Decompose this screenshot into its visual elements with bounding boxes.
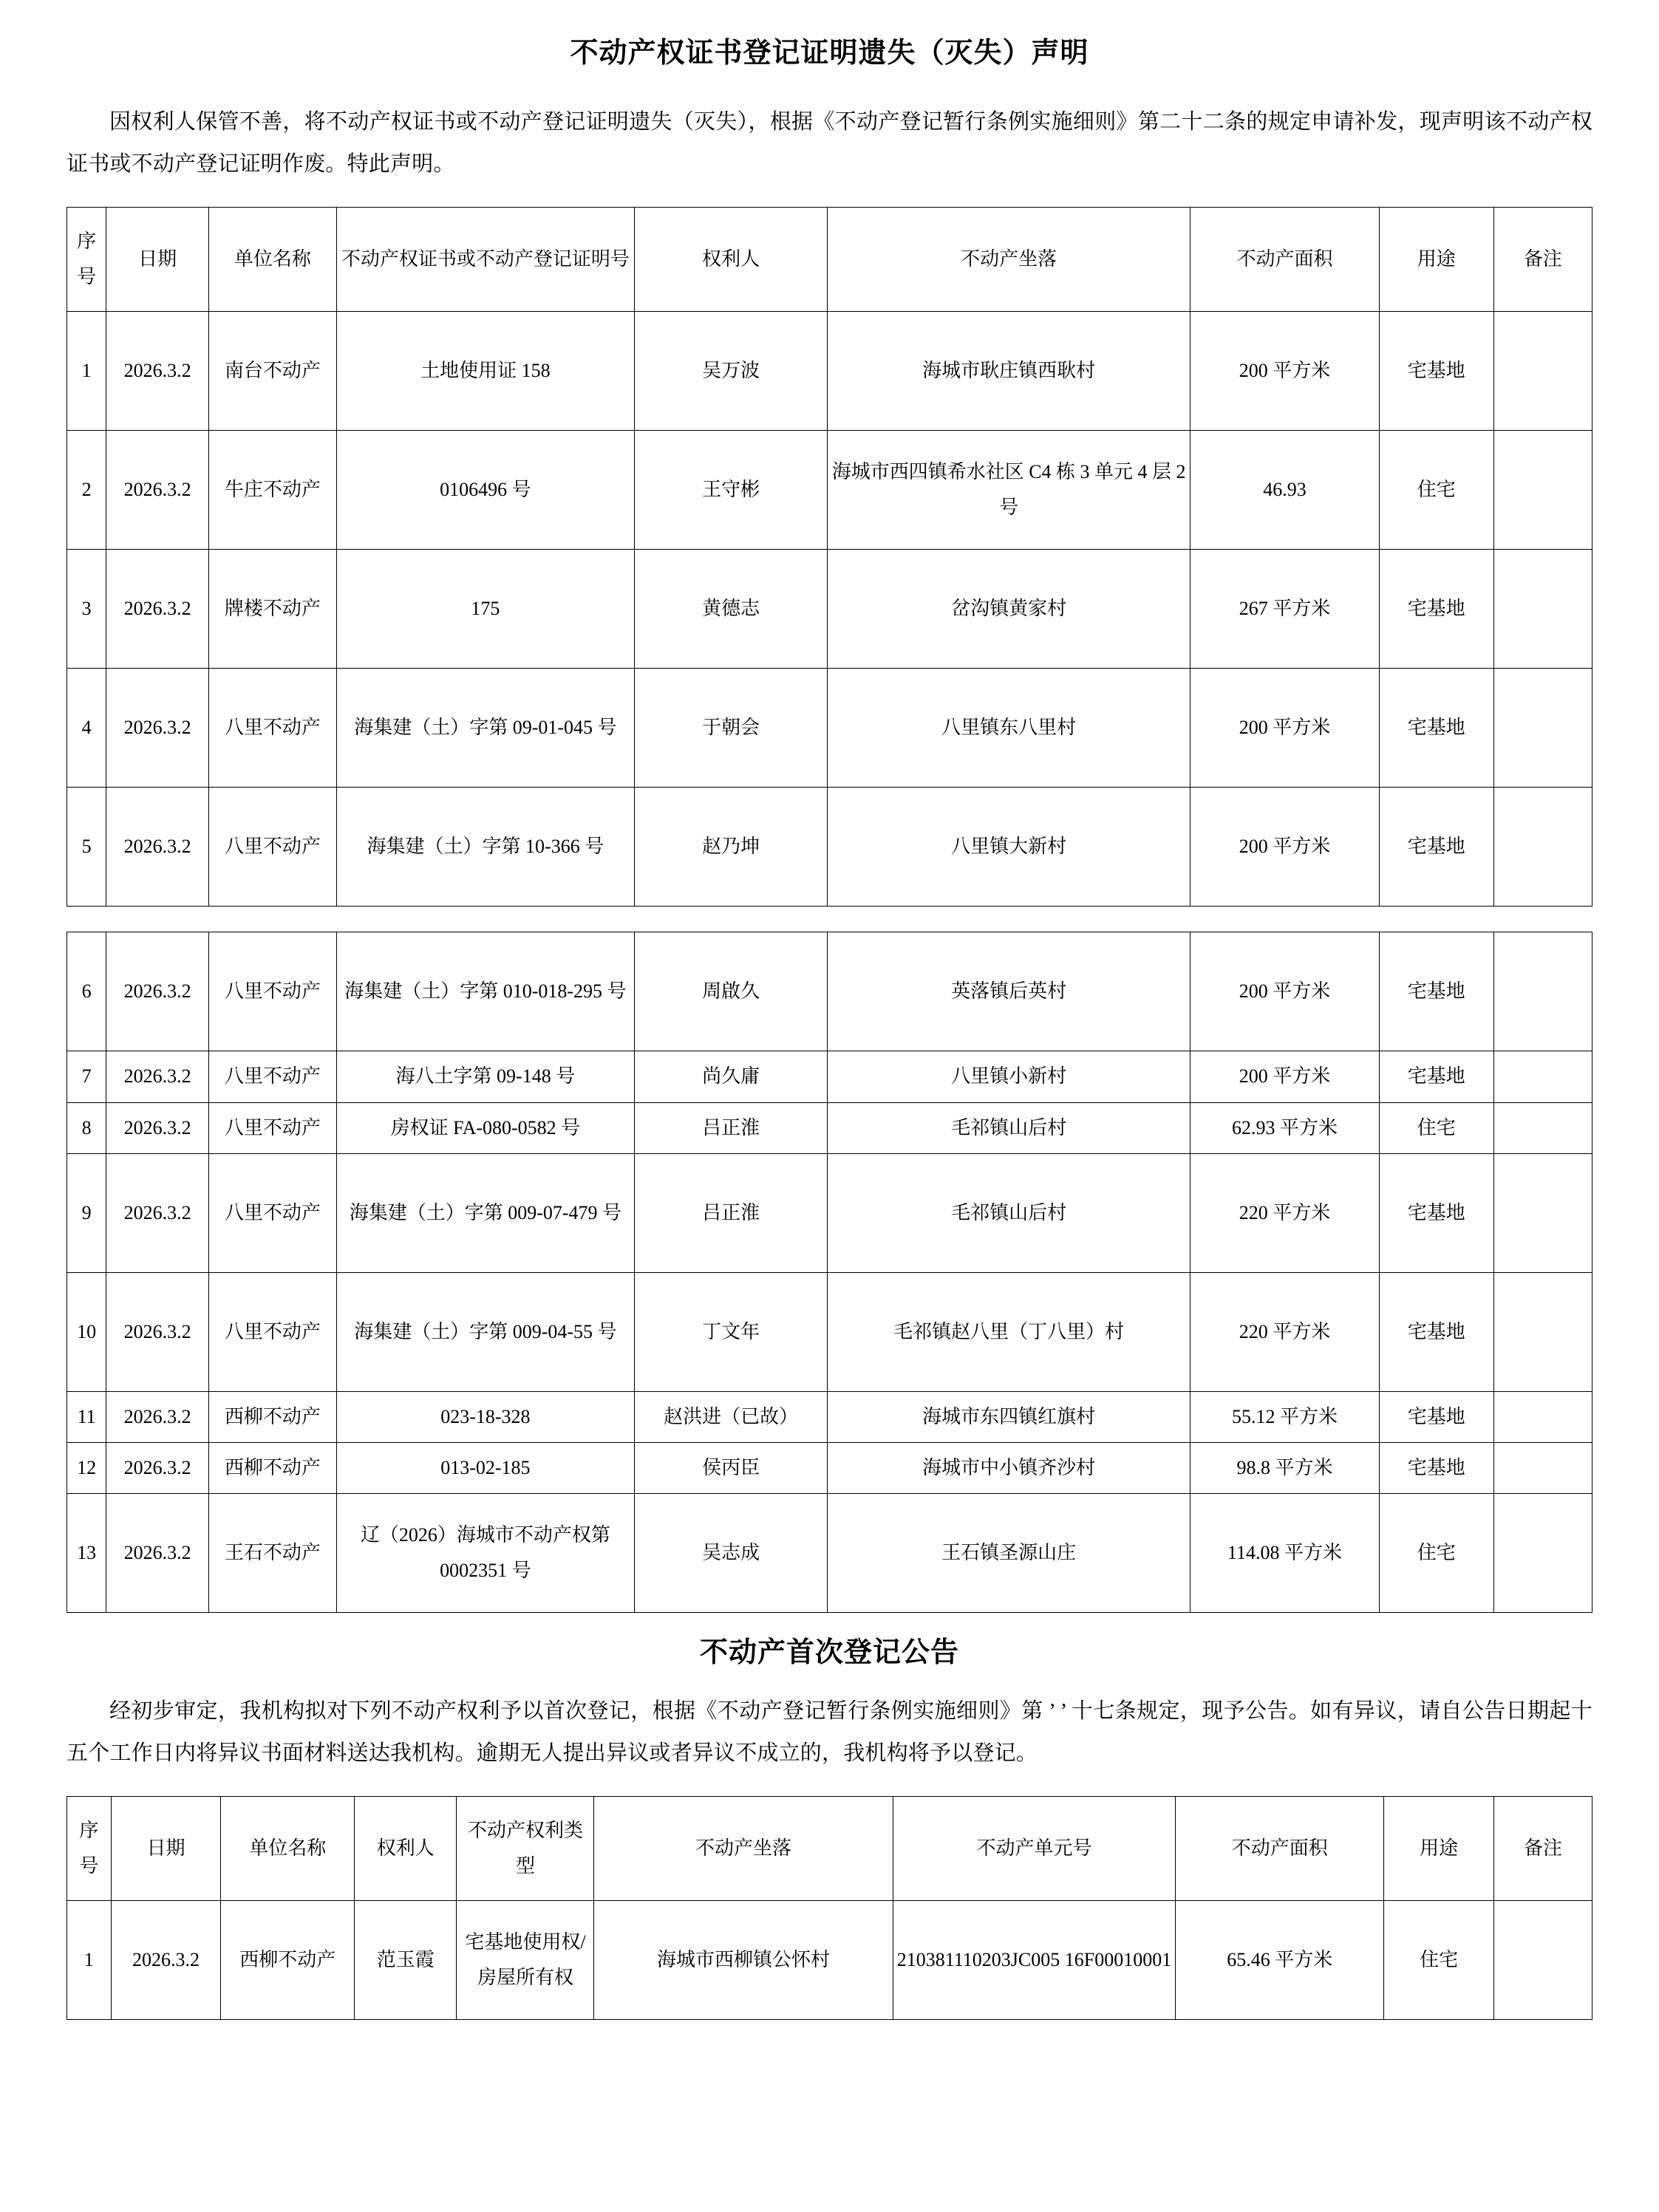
cell-unit: 八里不动产 (208, 1102, 336, 1153)
cell-index: 5 (67, 788, 106, 907)
table-row (67, 1051, 1592, 1102)
cell-area: 46.93 (1190, 431, 1379, 550)
cell-index: 1 (67, 312, 106, 431)
cell-area: 55.12 平方米 (1190, 1391, 1379, 1442)
cell-cert: 海集建（土）字第 010-018-295 号 (336, 932, 634, 1051)
col-header-note: 备注 (1493, 208, 1592, 312)
cell-cert: 房权证 FA-080-0582 号 (336, 1102, 634, 1153)
cell-use: 宅基地 (1379, 932, 1493, 1051)
cell-cell-no: 210381110203JC005 16F00010001 (893, 1901, 1176, 2020)
cell-cert: 海集建（土）字第 09-01-045 号 (336, 669, 634, 788)
cell-location: 海城市西柳镇公怀村 (594, 1901, 893, 2020)
col-header-location: 不动产坐落 (594, 1797, 893, 1901)
cell-use: 宅基地 (1379, 1442, 1493, 1493)
cell-area: 114.08 平方米 (1190, 1493, 1379, 1612)
col-header-index: 序号 (67, 208, 106, 312)
first-registration-paragraph: 经初步审定，我机构拟对下列不动产权利予以首次登记，根据《不动产登记暂行条例实施细则》第 ’ ’ 十七条规定，现予公告。如有异议，请自公告日期起十五个工作日内将异议书面材料送达我机构。逾期无人提出异议或者异议不成立的，我机构将予以登记。 (67, 1699, 1592, 1765)
cell-location: 海城市耿庄镇西耿村 (828, 312, 1190, 431)
cell-note (1493, 1391, 1592, 1442)
cell-unit: 西柳不动产 (208, 1391, 336, 1442)
col-header-unit: 单位名称 (208, 208, 336, 312)
cell-owner: 侯丙臣 (634, 1442, 827, 1493)
cell-area: 200 平方米 (1190, 669, 1379, 788)
cell-owner: 范玉霞 (355, 1901, 457, 2020)
cell-owner: 黄德志 (634, 550, 827, 669)
table-row (67, 431, 1592, 550)
cell-use: 宅基地 (1379, 1153, 1493, 1272)
cell-area: 200 平方米 (1190, 932, 1379, 1051)
cell-use: 住宅 (1379, 1102, 1493, 1153)
cell-area: 62.93 平方米 (1190, 1102, 1379, 1153)
cell-location: 毛祁镇赵八里（丁八里）村 (828, 1272, 1190, 1391)
cell-location: 毛祁镇山后村 (828, 1153, 1190, 1272)
cell-area: 200 平方米 (1190, 312, 1379, 431)
cell-unit: 八里不动产 (208, 1272, 336, 1391)
cell-owner: 赵乃坤 (634, 788, 827, 907)
loss-declaration-table-part1 (67, 207, 1592, 907)
col-header-note: 备注 (1494, 1797, 1592, 1901)
table-row (67, 788, 1592, 907)
cell-use: 住宅 (1379, 431, 1493, 550)
cell-location: 海城市中小镇齐沙村 (828, 1442, 1190, 1493)
cell-unit: 八里不动产 (208, 932, 336, 1051)
cell-index: 8 (67, 1102, 106, 1153)
cell-location: 王石镇圣源山庄 (828, 1493, 1190, 1612)
cell-owner: 王守彬 (634, 431, 827, 550)
page-bottom-spacer (67, 2020, 1592, 2033)
cell-index: 13 (67, 1493, 106, 1612)
cell-cert: 013-02-185 (336, 1442, 634, 1493)
cell-date: 2026.3.2 (106, 550, 209, 669)
table-header-row (67, 1797, 1592, 1901)
cell-note (1493, 669, 1592, 788)
table-header-row (67, 208, 1592, 312)
cell-note (1493, 550, 1592, 669)
cell-note (1493, 788, 1592, 907)
cell-unit: 西柳不动产 (221, 1901, 355, 2020)
cell-note (1494, 1901, 1592, 2020)
first-registration-title: 不动产首次登记公告 (699, 1636, 959, 1668)
cell-cert: 海集建（土）字第 009-04-55 号 (336, 1272, 634, 1391)
cell-note (1493, 1153, 1592, 1272)
cell-area: 220 平方米 (1190, 1272, 1379, 1391)
cell-owner: 吕正淮 (634, 1102, 827, 1153)
cell-index: 2 (67, 431, 106, 550)
cell-location: 八里镇东八里村 (828, 669, 1190, 788)
cell-unit: 西柳不动产 (208, 1442, 336, 1493)
cell-owner: 吴志成 (634, 1493, 827, 1612)
cell-note (1493, 1493, 1592, 1612)
cell-date: 2026.3.2 (111, 1901, 221, 2020)
cell-cert: 023-18-328 (336, 1391, 634, 1442)
col-header-area: 不动产面积 (1176, 1797, 1384, 1901)
first-registration-table (67, 1796, 1592, 2020)
cell-use: 宅基地 (1379, 1272, 1493, 1391)
cell-cert: 海集建（土）字第 10-366 号 (336, 788, 634, 907)
cell-date: 2026.3.2 (106, 1051, 209, 1102)
cell-use: 宅基地 (1379, 1391, 1493, 1442)
table-row (67, 669, 1592, 788)
col-header-unit: 单位名称 (221, 1797, 355, 1901)
cell-index: 3 (67, 550, 106, 669)
cell-index: 6 (67, 932, 106, 1051)
cell-owner: 吴万波 (634, 312, 827, 431)
cell-owner: 周啟久 (634, 932, 827, 1051)
cell-index: 4 (67, 669, 106, 788)
cell-use: 宅基地 (1379, 1051, 1493, 1102)
cell-note (1493, 312, 1592, 431)
cell-note (1493, 1051, 1592, 1102)
cell-cert: 海八土字第 09-148 号 (336, 1051, 634, 1102)
col-header-owner: 权利人 (355, 1797, 457, 1901)
cell-owner: 吕正淮 (634, 1153, 827, 1272)
cell-area: 267 平方米 (1190, 550, 1379, 669)
table-row (67, 1391, 1592, 1442)
cell-cert: 土地使用证 158 (336, 312, 634, 431)
cell-location: 海城市东四镇红旗村 (828, 1391, 1190, 1442)
cell-owner: 赵洪进（已故） (634, 1391, 827, 1442)
cell-date: 2026.3.2 (106, 1272, 209, 1391)
cell-unit: 王石不动产 (208, 1493, 336, 1612)
cell-unit: 牛庄不动产 (208, 431, 336, 550)
loss-declaration-table-part2 (67, 932, 1592, 1612)
cell-area: 200 平方米 (1190, 788, 1379, 907)
col-header-date: 日期 (106, 208, 209, 312)
cell-cert: 海集建（土）字第 009-07-479 号 (336, 1153, 634, 1272)
cell-owner: 尚久庸 (634, 1051, 827, 1102)
cell-index: 7 (67, 1051, 106, 1102)
cell-area: 98.8 平方米 (1190, 1442, 1379, 1493)
cell-owner: 于朝会 (634, 669, 827, 788)
cell-date: 2026.3.2 (106, 312, 209, 431)
cell-unit: 八里不动产 (208, 1153, 336, 1272)
col-header-right-type: 不动产权利类型 (457, 1797, 594, 1901)
cell-date: 2026.3.2 (106, 1442, 209, 1493)
cell-use: 宅基地 (1379, 312, 1493, 431)
table-row (67, 1442, 1592, 1493)
table-row (67, 550, 1592, 669)
cell-unit: 南台不动产 (208, 312, 336, 431)
cell-index: 1 (67, 1901, 112, 2020)
col-header-area: 不动产面积 (1190, 208, 1379, 312)
col-header-date: 日期 (111, 1797, 221, 1901)
cell-area: 200 平方米 (1190, 1051, 1379, 1102)
cell-location: 八里镇大新村 (828, 788, 1190, 907)
cell-date: 2026.3.2 (106, 932, 209, 1051)
table-row (67, 1493, 1592, 1612)
cell-index: 12 (67, 1442, 106, 1493)
cell-index: 10 (67, 1272, 106, 1391)
cell-unit: 八里不动产 (208, 669, 336, 788)
cell-location: 八里镇小新村 (828, 1051, 1190, 1102)
cell-index: 11 (67, 1391, 106, 1442)
page-title: 不动产权证书登记证明遗失（灭失）声明 (570, 38, 1089, 69)
col-header-index: 序号 (67, 1797, 112, 1901)
table-row (67, 932, 1592, 1051)
cell-use: 宅基地 (1379, 550, 1493, 669)
col-header-use: 用途 (1384, 1797, 1494, 1901)
cell-unit: 牌楼不动产 (208, 550, 336, 669)
cell-note (1493, 1442, 1592, 1493)
cell-note (1493, 1272, 1592, 1391)
cell-location: 岔沟镇黄家村 (828, 550, 1190, 669)
table-row (67, 1901, 1592, 2020)
cell-unit: 八里不动产 (208, 1051, 336, 1102)
cell-cert: 辽（2026）海城市不动产权第 0002351 号 (336, 1493, 634, 1612)
cell-date: 2026.3.2 (106, 788, 209, 907)
col-header-cert: 不动产权证书或不动产登记证明号 (336, 208, 634, 312)
loss-declaration-paragraph: 因权利人保管不善，将不动产权证书或不动产登记证明遗失（灭失），根据《不动产登记暂行条例实施细则》第二十二条的规定申请补发，现声明该不动产权证书或不动产登记证明作废。特此声明。 (67, 110, 1592, 176)
cell-note (1493, 932, 1592, 1051)
cell-area: 65.46 平方米 (1176, 1901, 1384, 2020)
cell-date: 2026.3.2 (106, 1391, 209, 1442)
cell-index: 9 (67, 1153, 106, 1272)
cell-unit: 八里不动产 (208, 788, 336, 907)
cell-date: 2026.3.2 (106, 1153, 209, 1272)
cell-use: 住宅 (1384, 1901, 1494, 2020)
cell-right-type: 宅基地使用权/房屋所有权 (457, 1901, 594, 2020)
cell-date: 2026.3.2 (106, 431, 209, 550)
col-header-location: 不动产坐落 (828, 208, 1190, 312)
cell-owner: 丁文年 (634, 1272, 827, 1391)
cell-date: 2026.3.2 (106, 1102, 209, 1153)
col-header-owner: 权利人 (634, 208, 827, 312)
col-header-use: 用途 (1379, 208, 1493, 312)
cell-area: 220 平方米 (1190, 1153, 1379, 1272)
cell-cert: 175 (336, 550, 634, 669)
cell-use: 宅基地 (1379, 788, 1493, 907)
cell-cert: 0106496 号 (336, 431, 634, 550)
table-row (67, 1102, 1592, 1153)
cell-location: 毛祁镇山后村 (828, 1102, 1190, 1153)
cell-date: 2026.3.2 (106, 669, 209, 788)
table-row (67, 1153, 1592, 1272)
cell-note (1493, 1102, 1592, 1153)
cell-location: 海城市西四镇希水社区 C4 栋 3 单元 4 层 2 号 (828, 431, 1190, 550)
cell-location: 英落镇后英村 (828, 932, 1190, 1051)
table-section-divider (67, 907, 1592, 932)
col-header-cell-no: 不动产单元号 (893, 1797, 1176, 1901)
table-row (67, 312, 1592, 431)
cell-date: 2026.3.2 (106, 1493, 209, 1612)
cell-note (1493, 431, 1592, 550)
cell-use: 住宅 (1379, 1493, 1493, 1612)
cell-use: 宅基地 (1379, 669, 1493, 788)
table-row (67, 1272, 1592, 1391)
